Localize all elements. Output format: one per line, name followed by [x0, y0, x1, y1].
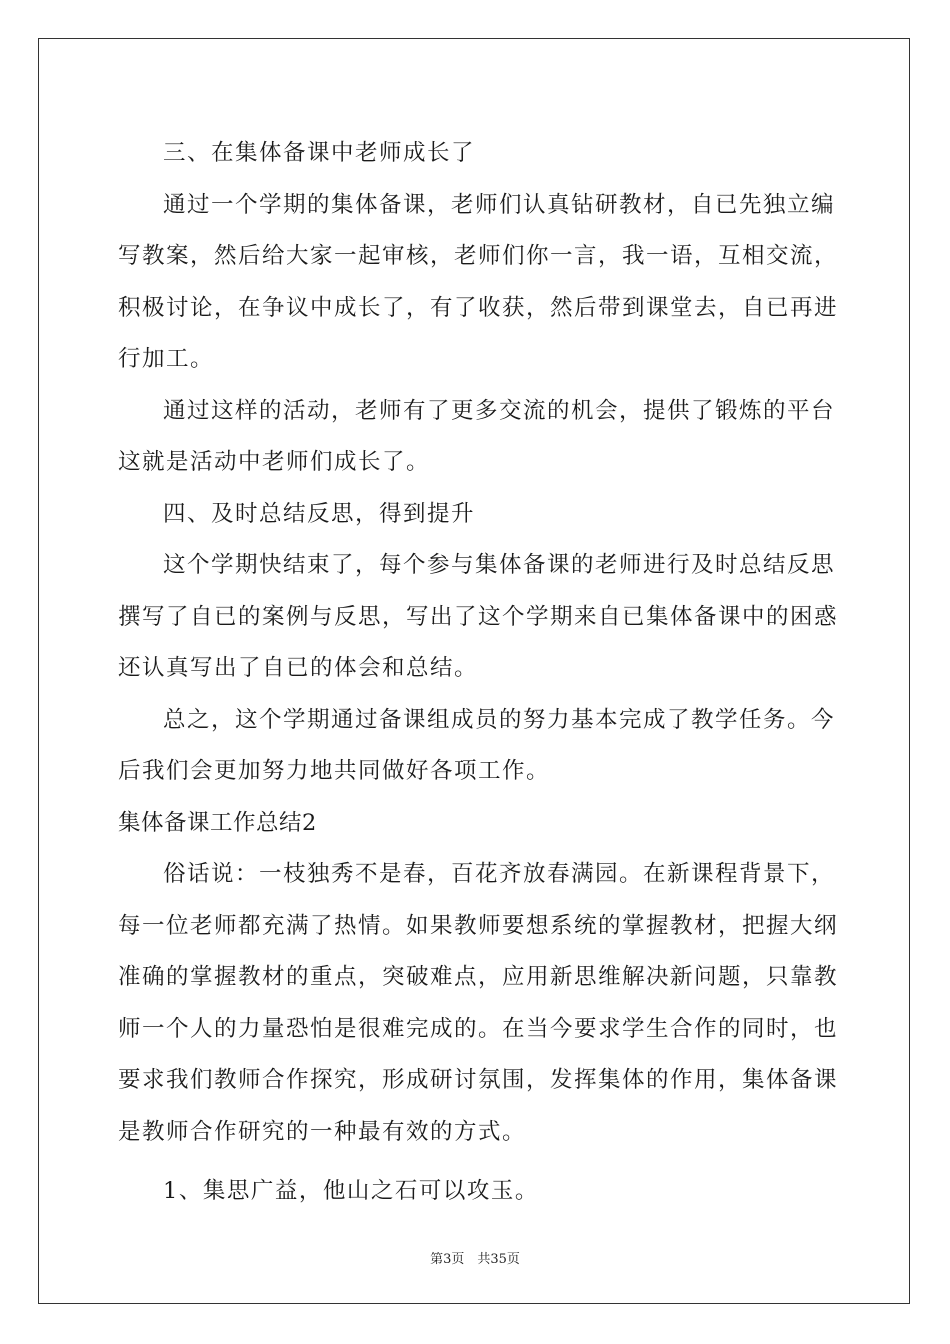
paragraph-line: 俗话说：一枝独秀不是春，百花齐放春满园。在新课程背景下，	[163, 861, 836, 887]
paragraph-line: 这个学期快结束了，每个参与集体备课的老师进行及时总结反思	[163, 552, 836, 578]
list-item-1: 1、集思广益，他山之石可以攻玉。	[163, 1178, 539, 1204]
paragraph-line: 总之，这个学期通过备课组成员的努力基本完成了教学任务。今	[163, 706, 836, 733]
paragraph-line: 积极讨论，在争议中成长了，有了收获，然后带到课堂去，自已再进	[118, 294, 839, 321]
paragraph-line: 通过一个学期的集体备课，老师们认真钻研教材，自已先独立编	[163, 191, 836, 218]
page-number: 第3页 共35页	[430, 1252, 520, 1267]
spacer	[118, 1158, 838, 1166]
paragraph-line: 撰写了自已的案例与反思，写出了这个学期来自已集体备课中的困惑	[118, 603, 839, 630]
paragraph-line: 这就是活动中老师们成长了。	[118, 449, 431, 475]
paragraph-line: 要求我们教师合作探究，形成研讨氛围，发挥集体的作用，集体备课	[118, 1067, 839, 1093]
section-heading-4: 四、及时总结反思，得到提升	[163, 500, 476, 527]
section-heading-3: 三、在集体备课中老师成长了	[163, 140, 476, 166]
paragraph-line: 师一个人的力量恐怕是很难完成的。在当今要求学生合作的同时，也	[118, 1015, 839, 1042]
document-title-2: 集体备课工作总结2	[118, 809, 317, 836]
paragraph-line: 行加工。	[118, 346, 215, 372]
paragraph-line: 后我们会更加努力地共同做好各项工作。	[118, 758, 551, 784]
paragraph-line: 还认真写出了自已的体会和总结。	[118, 655, 479, 681]
paragraph-line: 通过这样的活动，老师有了更多交流的机会，提供了锻炼的平台	[163, 397, 836, 424]
paragraph-line: 准确的掌握教材的重点，突破难点，应用新思维解决新问题，只靠教	[118, 964, 839, 990]
paragraph-line: 写教案，然后给大家一起审核，老师们你一言，我一语，互相交流，	[118, 243, 839, 269]
document-body	[118, 128, 838, 1218]
paragraph-line: 是教师合作研究的一种最有效的方式。	[118, 1118, 527, 1145]
paragraph-line: 每一位老师都充满了热情。如果教师要想系统的掌握教材，把握大纲	[118, 912, 839, 939]
